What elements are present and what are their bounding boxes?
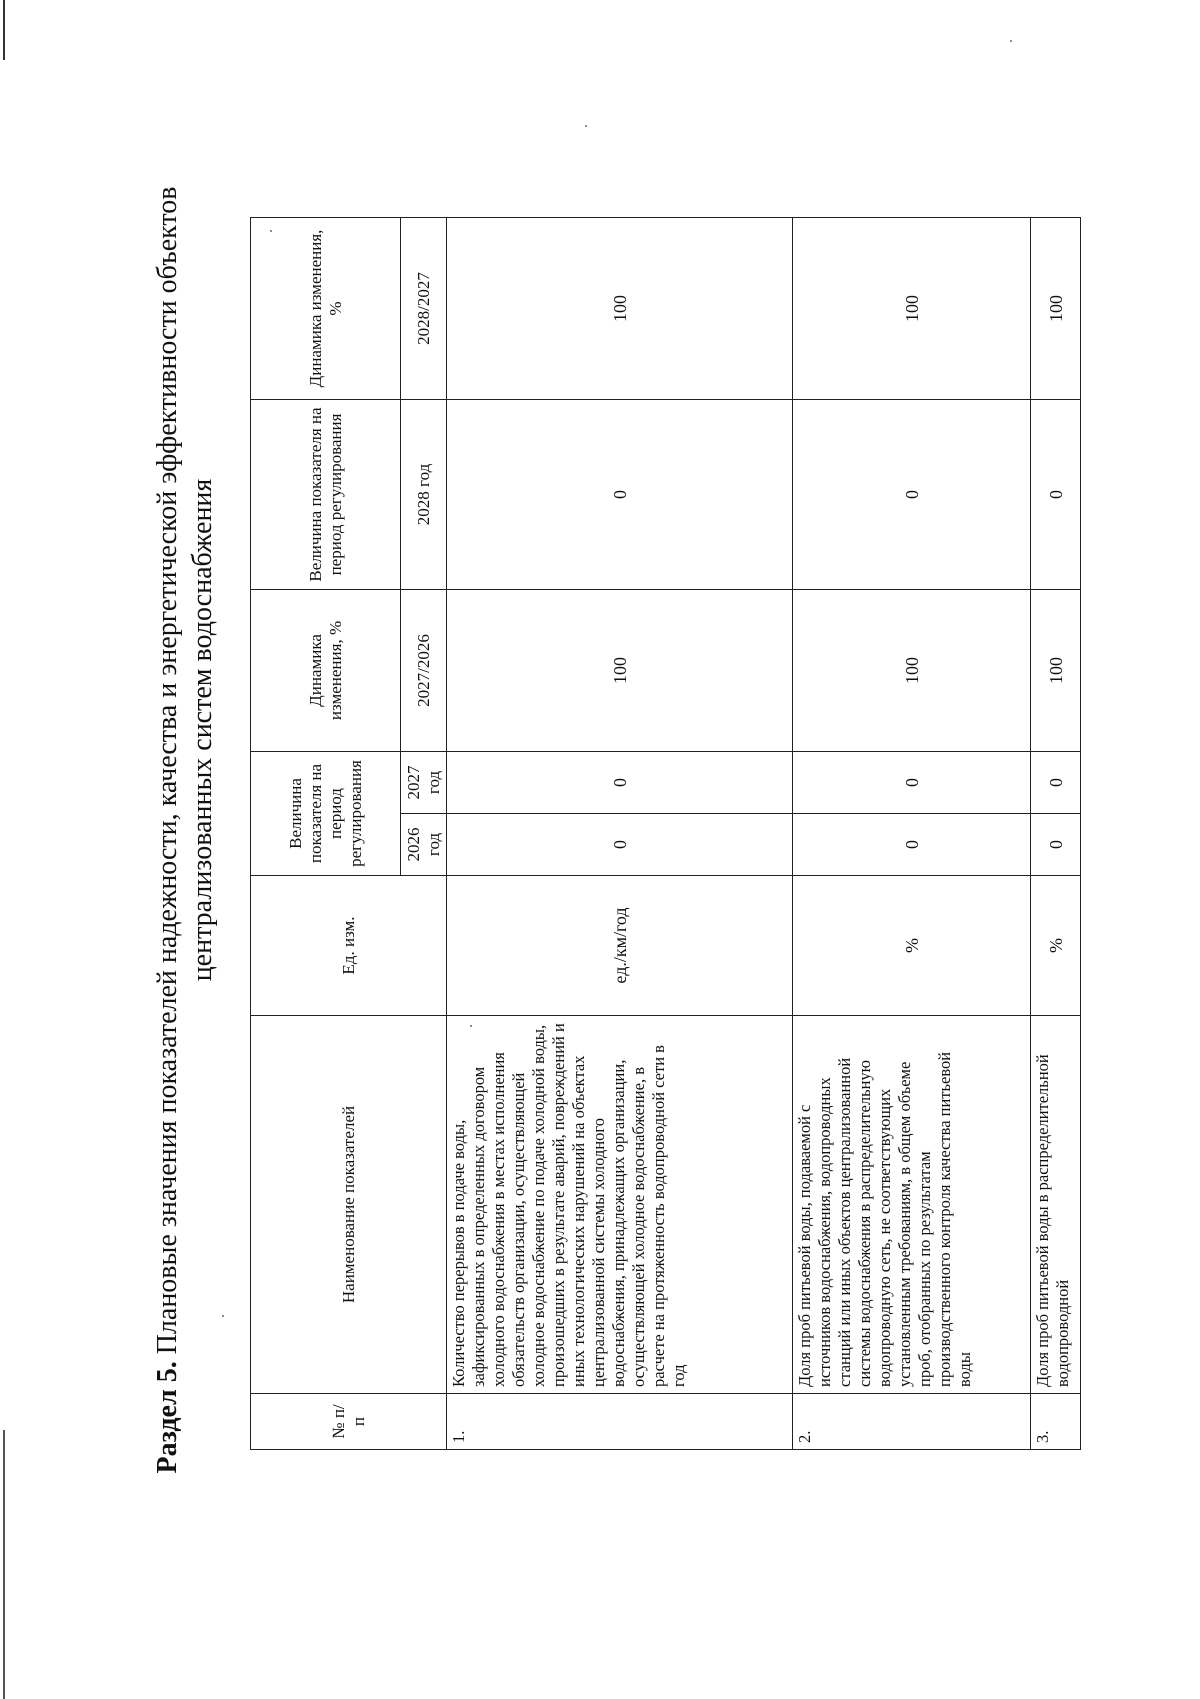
subheader-2027-2026: 2027/2026 xyxy=(401,589,447,751)
col-header-value-2: Величина показателя на период регулирования xyxy=(251,399,401,589)
unit-cell: ед./км/год xyxy=(447,876,793,1016)
row-number: 3. xyxy=(1031,1394,1081,1450)
value-2026: 0 xyxy=(793,814,1031,876)
header-row xyxy=(251,217,401,1449)
dynamics-2028-2027: 100 xyxy=(793,217,1031,399)
col-header-dynamics-2: Динамика изменения, % xyxy=(251,217,401,399)
table-row xyxy=(447,217,793,1449)
table-row xyxy=(793,217,1031,1449)
dynamics-2027-2026: 100 xyxy=(793,589,1031,751)
col-header-num: № п/п xyxy=(251,1394,447,1450)
subheader-2026: 2026 год xyxy=(401,814,447,876)
subheader-2028-2027: 2028/2027 xyxy=(401,217,447,399)
value-2027: 0 xyxy=(1031,751,1081,813)
subheader-2027: 2027 год xyxy=(401,751,447,813)
value-2026: 0 xyxy=(1031,814,1081,876)
dynamics-2027-2026: 100 xyxy=(1031,589,1081,751)
table-row xyxy=(1031,217,1081,1449)
dynamics-2027-2026: 100 xyxy=(447,589,793,751)
indicators-table xyxy=(250,217,1081,1450)
scan-speck xyxy=(1010,40,1012,42)
subheader-2028: 2028 год xyxy=(401,399,447,589)
rotated-page xyxy=(150,140,1150,1520)
row-number: 1. xyxy=(447,1394,793,1450)
col-header-unit: Ед. изм. xyxy=(251,876,447,1016)
section-title-line1: Плановые значения показателей надежности, качества и энергетической эффективности объектов xyxy=(152,186,183,1355)
value-2028: 0 xyxy=(793,399,1031,589)
scan-edge-mark-bottom xyxy=(3,1430,5,1699)
section-title-line2: централизованных систем водоснабжения xyxy=(187,478,218,982)
dynamics-2028-2027: 100 xyxy=(1031,217,1081,399)
col-header-name: Наименование показателей xyxy=(251,1016,447,1394)
value-2026: 0 xyxy=(447,814,793,876)
section-title xyxy=(150,140,220,1520)
indicator-name: Количество перерывов в подаче воды, зафиксированных в определенных договором холодного водоснабжения в местах исполнения обязательств организации, осуществляющей холодное водоснабжение по подаче холодной воды, произошедших в результате аварий, повреждений и иных технологических нарушений на объектах централизованной системы холодного водоснабжения, принадлежащих организации, осуществляющей холодное водоснабжение, в расчете на протяженность водопроводной сети в год xyxy=(447,1016,793,1394)
value-2028: 0 xyxy=(447,399,793,589)
indicator-name: Доля проб питьевой воды в распределительной водопроводной xyxy=(1031,1016,1081,1394)
value-2028: 0 xyxy=(1031,399,1081,589)
value-2027: 0 xyxy=(793,751,1031,813)
indicator-name: Доля проб питьевой воды, подаваемой с источников водоснабжения, водопроводных станций или иных объектов централизованной системы водоснабжения в распределительную водопроводную сеть, не соответствующих установленным требованиям, в общем объеме проб, отобранных по результатам производственного контроля качества питьевой воды xyxy=(793,1016,1031,1394)
col-header-dynamics-1: Динамика изменения, % xyxy=(251,589,401,751)
scan-speck xyxy=(585,125,587,127)
row-number: 2. xyxy=(793,1394,1031,1450)
scan-edge-mark-top xyxy=(3,0,5,60)
unit-cell: % xyxy=(793,876,1031,1016)
dynamics-2028-2027: 100 xyxy=(447,217,793,399)
value-2027: 0 xyxy=(447,751,793,813)
section-number: Раздел 5. xyxy=(152,1361,183,1474)
col-header-value-1: Величина показателя на период регулирования xyxy=(251,751,401,875)
unit-cell: % xyxy=(1031,876,1081,1016)
